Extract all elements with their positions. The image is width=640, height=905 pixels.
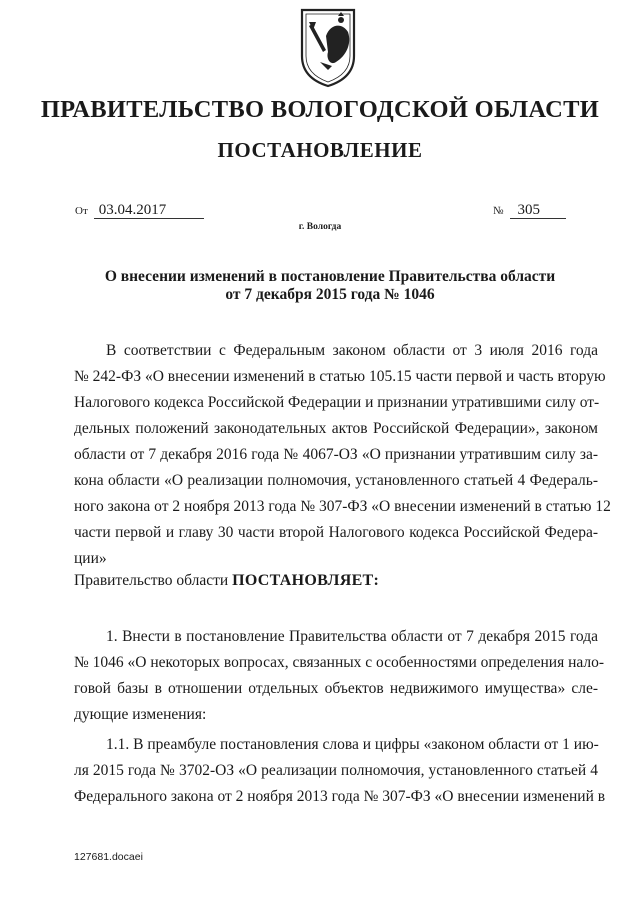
- text-line: дельных положений законодательных актов Российской Федерации», законом: [74, 420, 598, 437]
- text-line: говой базы в отношении отдельных объектов недвижимого имущества» сле-: [74, 680, 598, 697]
- text-line: кона области «О реализации полномочия, установленного статьей 4 Федераль-: [74, 472, 598, 489]
- text-line: дующие изменения:: [74, 706, 207, 723]
- document-date: [75, 202, 204, 219]
- vologda-coat-of-arms-icon: [296, 6, 360, 88]
- text-line: Налогового кодекса Российской Федерации и признании утратившими силу от-: [74, 394, 600, 411]
- item-1-1-paragraph: [74, 732, 606, 810]
- text-line: области от 7 декабря 2016 года № 4067-ОЗ «О признании утратившим силу за-: [74, 446, 598, 463]
- document-heading: [60, 268, 600, 304]
- text-line: ции»: [74, 550, 107, 567]
- text-line: ного закона от 2 ноября 2013 года № 307-ФЗ «О внесении изменений в статью 12: [74, 498, 611, 515]
- text-line: № 1046 «О некоторых вопросах, связанных с особенностями определения нало-: [74, 654, 605, 671]
- item-1-paragraph: [74, 624, 605, 728]
- text-line: № 242-ФЗ «О внесении изменений в статью 105.15 части первой и часть вторую: [74, 368, 606, 385]
- heading-line: от 7 декабря 2015 года № 1046: [225, 286, 435, 303]
- number-label: №: [493, 205, 504, 217]
- file-reference: 127681.docaei: [74, 851, 143, 863]
- text-line: ля 2015 года № 3702-ОЗ «О реализации полномочия, установленного статьей 4: [74, 762, 598, 779]
- resolves-verb: ПОСТАНОВЛЯЕТ:: [232, 572, 380, 589]
- date-label: От: [75, 205, 88, 217]
- text-line: 1.1. В преамбуле постановления слова и цифры «законом области от 1 ию-: [106, 736, 599, 753]
- text-line: Федерального закона от 2 ноября 2013 года № 307-ФЗ «О внесении изменений в: [74, 788, 606, 805]
- number-value: 305: [510, 202, 567, 219]
- text-line: В соответствии с Федеральным законом области от 3 июля 2016 года: [106, 342, 598, 359]
- document-number: [493, 202, 566, 219]
- government-title: ПРАВИТЕЛЬСТВО ВОЛОГОДСКОЙ ОБЛАСТИ: [40, 96, 600, 123]
- preamble-paragraph: [74, 338, 611, 572]
- resolves-line: [74, 572, 379, 590]
- city-name: г. Вологда: [298, 222, 342, 232]
- document-type-title: ПОСТАНОВЛЕНИЕ: [217, 138, 423, 162]
- text-line: части первой и главу 30 части второй Налогового кодекса Российской Федера-: [74, 524, 598, 541]
- date-value: 03.04.2017: [94, 202, 205, 219]
- text-line: 1. Внести в постановление Правительства области от 7 декабря 2015 года: [106, 628, 598, 645]
- heading-line: О внесении изменений в постановление Правительства области: [104, 268, 556, 285]
- resolves-prefix: Правительство области: [74, 572, 229, 589]
